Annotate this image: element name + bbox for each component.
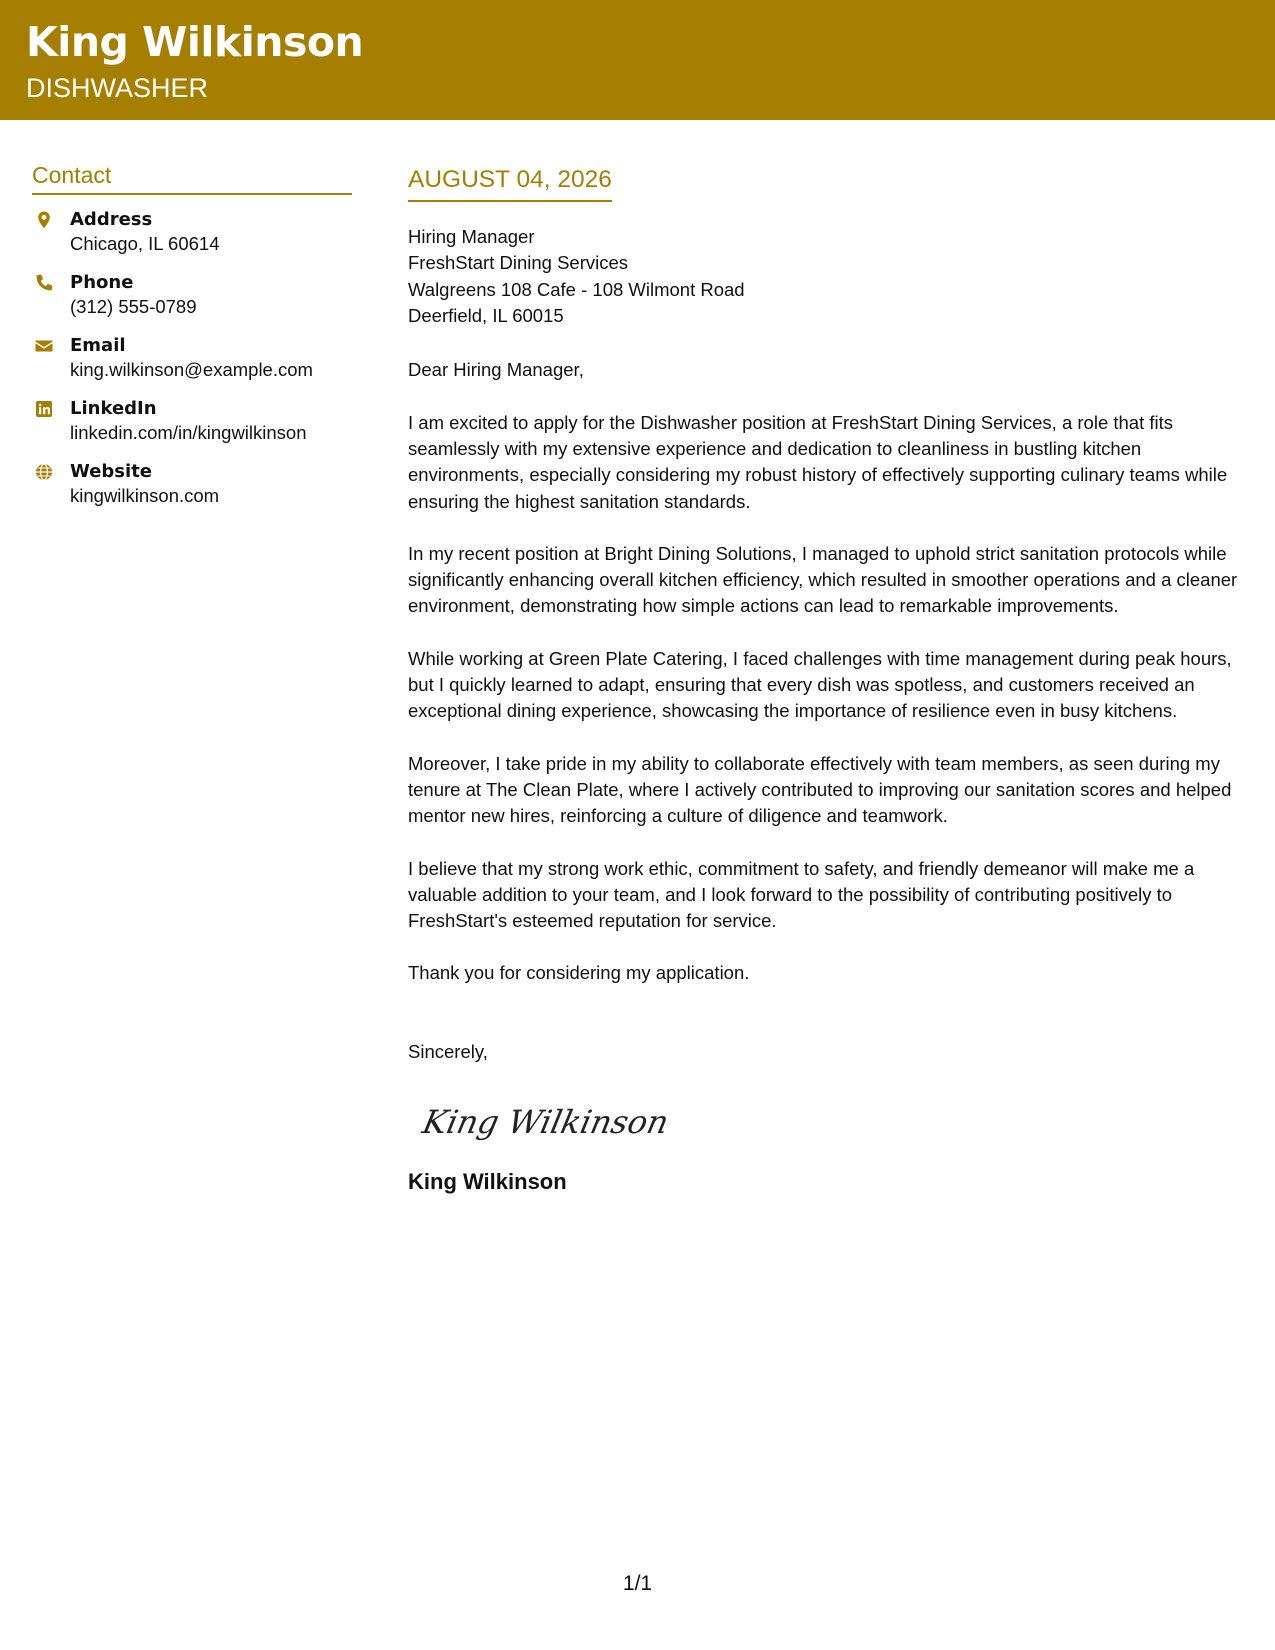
phone-value: (312) 555-0789 bbox=[70, 296, 197, 318]
job-title: DISHWASHER bbox=[26, 73, 209, 103]
signer-name: King Wilkinson bbox=[408, 1169, 567, 1194]
linkedin-value: linkedin.com/in/kingwilkinson bbox=[70, 422, 307, 444]
website-value: kingwilkinson.com bbox=[70, 485, 220, 507]
recipient-line: Deerfield, IL 60015 bbox=[408, 305, 564, 327]
letter-paragraph: Thank you for considering my application. bbox=[408, 962, 750, 984]
salutation: Dear Hiring Manager, bbox=[408, 359, 584, 381]
contact-label: Phone bbox=[70, 272, 134, 294]
recipient-line: Walgreens 108 Cafe - 108 Wilmont Road bbox=[408, 278, 745, 300]
letter-paragraph: While working at Green Plate Catering, I faced challenges with time management during peak hours, but I quickly learned to adapt, ensuring that every dish was spotless, and customers received an exceptional dining experience, showcasing the importance of resilience even in busy kitchens. bbox=[408, 647, 1232, 722]
recipient-line: FreshStart Dining Services bbox=[408, 252, 629, 274]
handwritten-signature bbox=[418, 1091, 678, 1151]
contact-item-email bbox=[32, 334, 352, 384]
contact-item-address bbox=[32, 208, 352, 258]
contact-label: LinkedIn bbox=[70, 398, 157, 420]
letter-paragraph: In my recent position at Bright Dining Solutions, I managed to uphold strict sanitation protocols while significantly enhancing overall kitchen efficiency, which resulted in smoother operations and a cleaner environment, demonstrating how simple actions can lead to remarkable improvements. bbox=[408, 542, 1238, 617]
page-number: 1/1 bbox=[622, 1572, 653, 1595]
letter-paragraph: I am excited to apply for the Dishwasher position at FreshStart Dining Services, a role that fits seamlessly with my extensive experience and dedication to cleanliness in bustling kitchen environments, especially considering my robust history of effectively supporting culinary teams while ensuring the highest sanitation standards. bbox=[408, 411, 1228, 512]
signature-text: King Wilkinson bbox=[419, 1103, 673, 1141]
contact-item-website bbox=[32, 460, 352, 510]
recipient-line: Hiring Manager bbox=[408, 226, 535, 248]
letter-paragraph: Moreover, I take pride in my ability to collaborate effectively with team members, as seen during my tenure at The Clean Plate, where I actively contributed to improving our sanitation scores and helped mentor new hires, reinforcing a culture of diligence and teamwork. bbox=[408, 752, 1232, 827]
envelope-icon bbox=[34, 336, 54, 356]
map-pin-icon bbox=[34, 210, 54, 230]
contact-item-phone bbox=[32, 271, 352, 321]
contact-label: Website bbox=[70, 461, 153, 483]
letter-date: AUGUST 04, 2026 bbox=[408, 166, 612, 202]
closing: Sincerely, bbox=[408, 1040, 488, 1062]
contact-label: Email bbox=[70, 335, 126, 357]
phone-icon bbox=[34, 273, 54, 293]
recipient-block bbox=[408, 224, 1253, 329]
contact-label: Address bbox=[70, 209, 153, 231]
letter-paragraph: I believe that my strong work ethic, commitment to safety, and friendly demeanor will make me a valuable addition to your team, and I look forward to the possibility of contributing positively to FreshStart's esteemed reputation for service. bbox=[408, 857, 1195, 932]
header-banner bbox=[0, 0, 1275, 120]
contact-item-linkedin bbox=[32, 397, 352, 447]
letter-body bbox=[408, 166, 1253, 1195]
candidate-name: King Wilkinson bbox=[26, 18, 364, 66]
address-value: Chicago, IL 60614 bbox=[70, 233, 220, 255]
contact-heading: Contact bbox=[32, 162, 352, 195]
linkedin-icon bbox=[34, 399, 54, 419]
contact-sidebar bbox=[32, 162, 352, 510]
globe-icon bbox=[34, 462, 54, 482]
email-value: king.wilkinson@example.com bbox=[70, 359, 313, 381]
